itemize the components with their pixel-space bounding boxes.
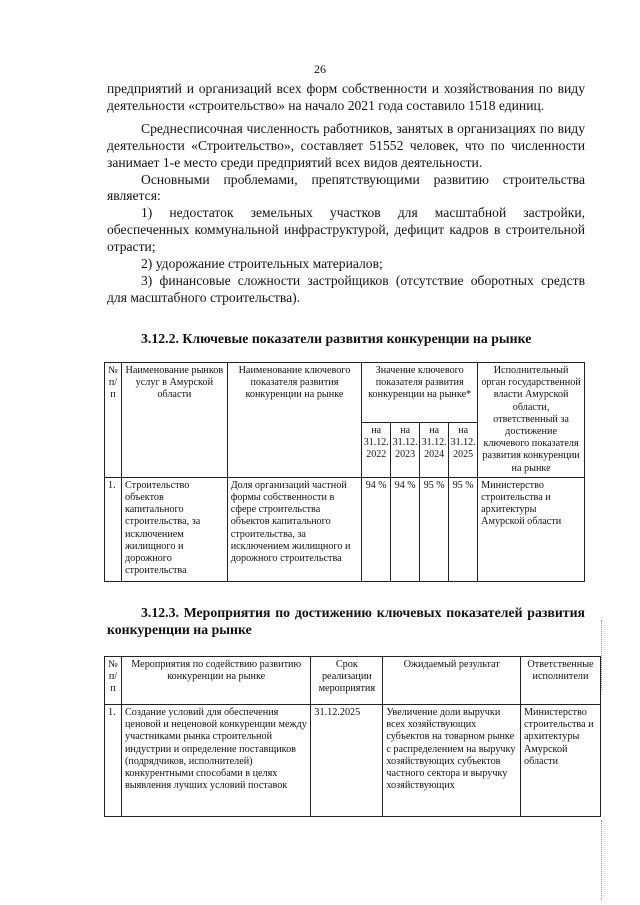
- header-year: на 31.12. 2023: [391, 423, 420, 478]
- list-item: 3) финансовые сложности застройщиков (отсутствие оборотных средств для масштабного строительства).: [107, 272, 585, 305]
- measures-table: [104, 656, 601, 817]
- cell-value: 94 %: [391, 477, 420, 581]
- cell-authority: Министерство строительства и архитектуры Амурской области: [478, 477, 585, 581]
- cell-value: 95 %: [420, 477, 449, 581]
- cell-term: 31.12.2025: [311, 705, 383, 817]
- section-heading: 3.12.2. Ключевые показатели развития конкуренции на рынке: [141, 331, 532, 346]
- header-num: № п/п: [105, 363, 122, 478]
- header-value: Значение ключевого показателя развития конкуренции на рынке*: [362, 363, 478, 423]
- header-market: Наименование рынков услуг в Амурской области: [121, 363, 227, 478]
- header-authority: Исполнительный орган государственной власти Амурской области, ответственный за достижение ключевого показателя развития конкуренции на рынке: [478, 363, 585, 478]
- cell-result: Увеличение доли выручки всех хозяйствующих субъектов на товарном рынке с распределением на выручку хозяйствующих субъектов частного сектора и выручку хозяйствующих: [383, 705, 521, 817]
- header-result: Ожидаемый результат: [383, 657, 521, 705]
- cell-responsible: Министерство строительства и архитектуры Амурской области: [521, 705, 601, 817]
- table-row: [105, 705, 601, 817]
- scan-margin-mark: [601, 820, 606, 900]
- paragraph: Среднесписочная численность работников, занятых в организациях по виду деятельности «Строительство», составляет 51552 человек, что по численности занимает 1-е место среди предприятий всех видов деятельности.: [107, 120, 585, 170]
- table-row: [105, 477, 585, 581]
- header-term: Срок реализации мероприятия: [311, 657, 383, 705]
- header-year: на 31.12. 2022: [362, 423, 391, 478]
- header-year: на 31.12. 2025: [449, 423, 478, 478]
- page-number: 26: [314, 62, 326, 76]
- header-num: № п/п: [105, 657, 122, 705]
- header-measure: Мероприятия по содействию развитию конкуренции на рынке: [121, 657, 310, 705]
- paragraph: предприятий и организаций всех форм собственности и хозяйствования по виду деятельности «строительство» на начало 2021 года составило 1518 единиц.: [107, 81, 585, 113]
- list-item: 2) удорожание строительных материалов;: [141, 256, 383, 272]
- cell-value: 95 %: [449, 477, 478, 581]
- cell-num: 1.: [105, 477, 122, 581]
- indicators-table: [104, 362, 585, 582]
- cell-indicator: Доля организаций частной формы собственности в сфере строительства объектов капитального строительства, за исключением жилищного и дорожного строительства: [227, 477, 362, 581]
- body-text: [107, 81, 585, 307]
- header-year: на 31.12. 2024: [420, 423, 449, 478]
- header-indicator: Наименование ключевого показателя развития конкуренции на рынке: [227, 363, 362, 478]
- section-heading: 3.12.3. Мероприятия по достижению ключевых показателей развития конкуренции на рынке: [107, 605, 585, 637]
- list-item: 1) недостаток земельных участков для масштабной застройки, обеспеченных коммунальной инфраструктурой, дефицит кадров в строительной отрасти;: [107, 205, 585, 255]
- cell-num: 1.: [105, 705, 122, 817]
- cell-measure: Создание условий для обеспечения ценовой и неценовой конкуренции между участниками рынка строительной индустрии и определение поставщиков (подрядчиков, исполнителей) конкурентными способами в целях выявления лучших условий поставок: [121, 705, 310, 817]
- header-responsible: Ответственные исполнители: [521, 657, 601, 705]
- cell-market: Строительство объектов капитального строительства, за исключением жилищного и дорожного строительства: [121, 477, 227, 581]
- scan-margin-mark: [601, 620, 606, 690]
- cell-value: 94 %: [362, 477, 391, 581]
- paragraph: Основными проблемами, препятствующими развитию строительства является:: [107, 171, 585, 204]
